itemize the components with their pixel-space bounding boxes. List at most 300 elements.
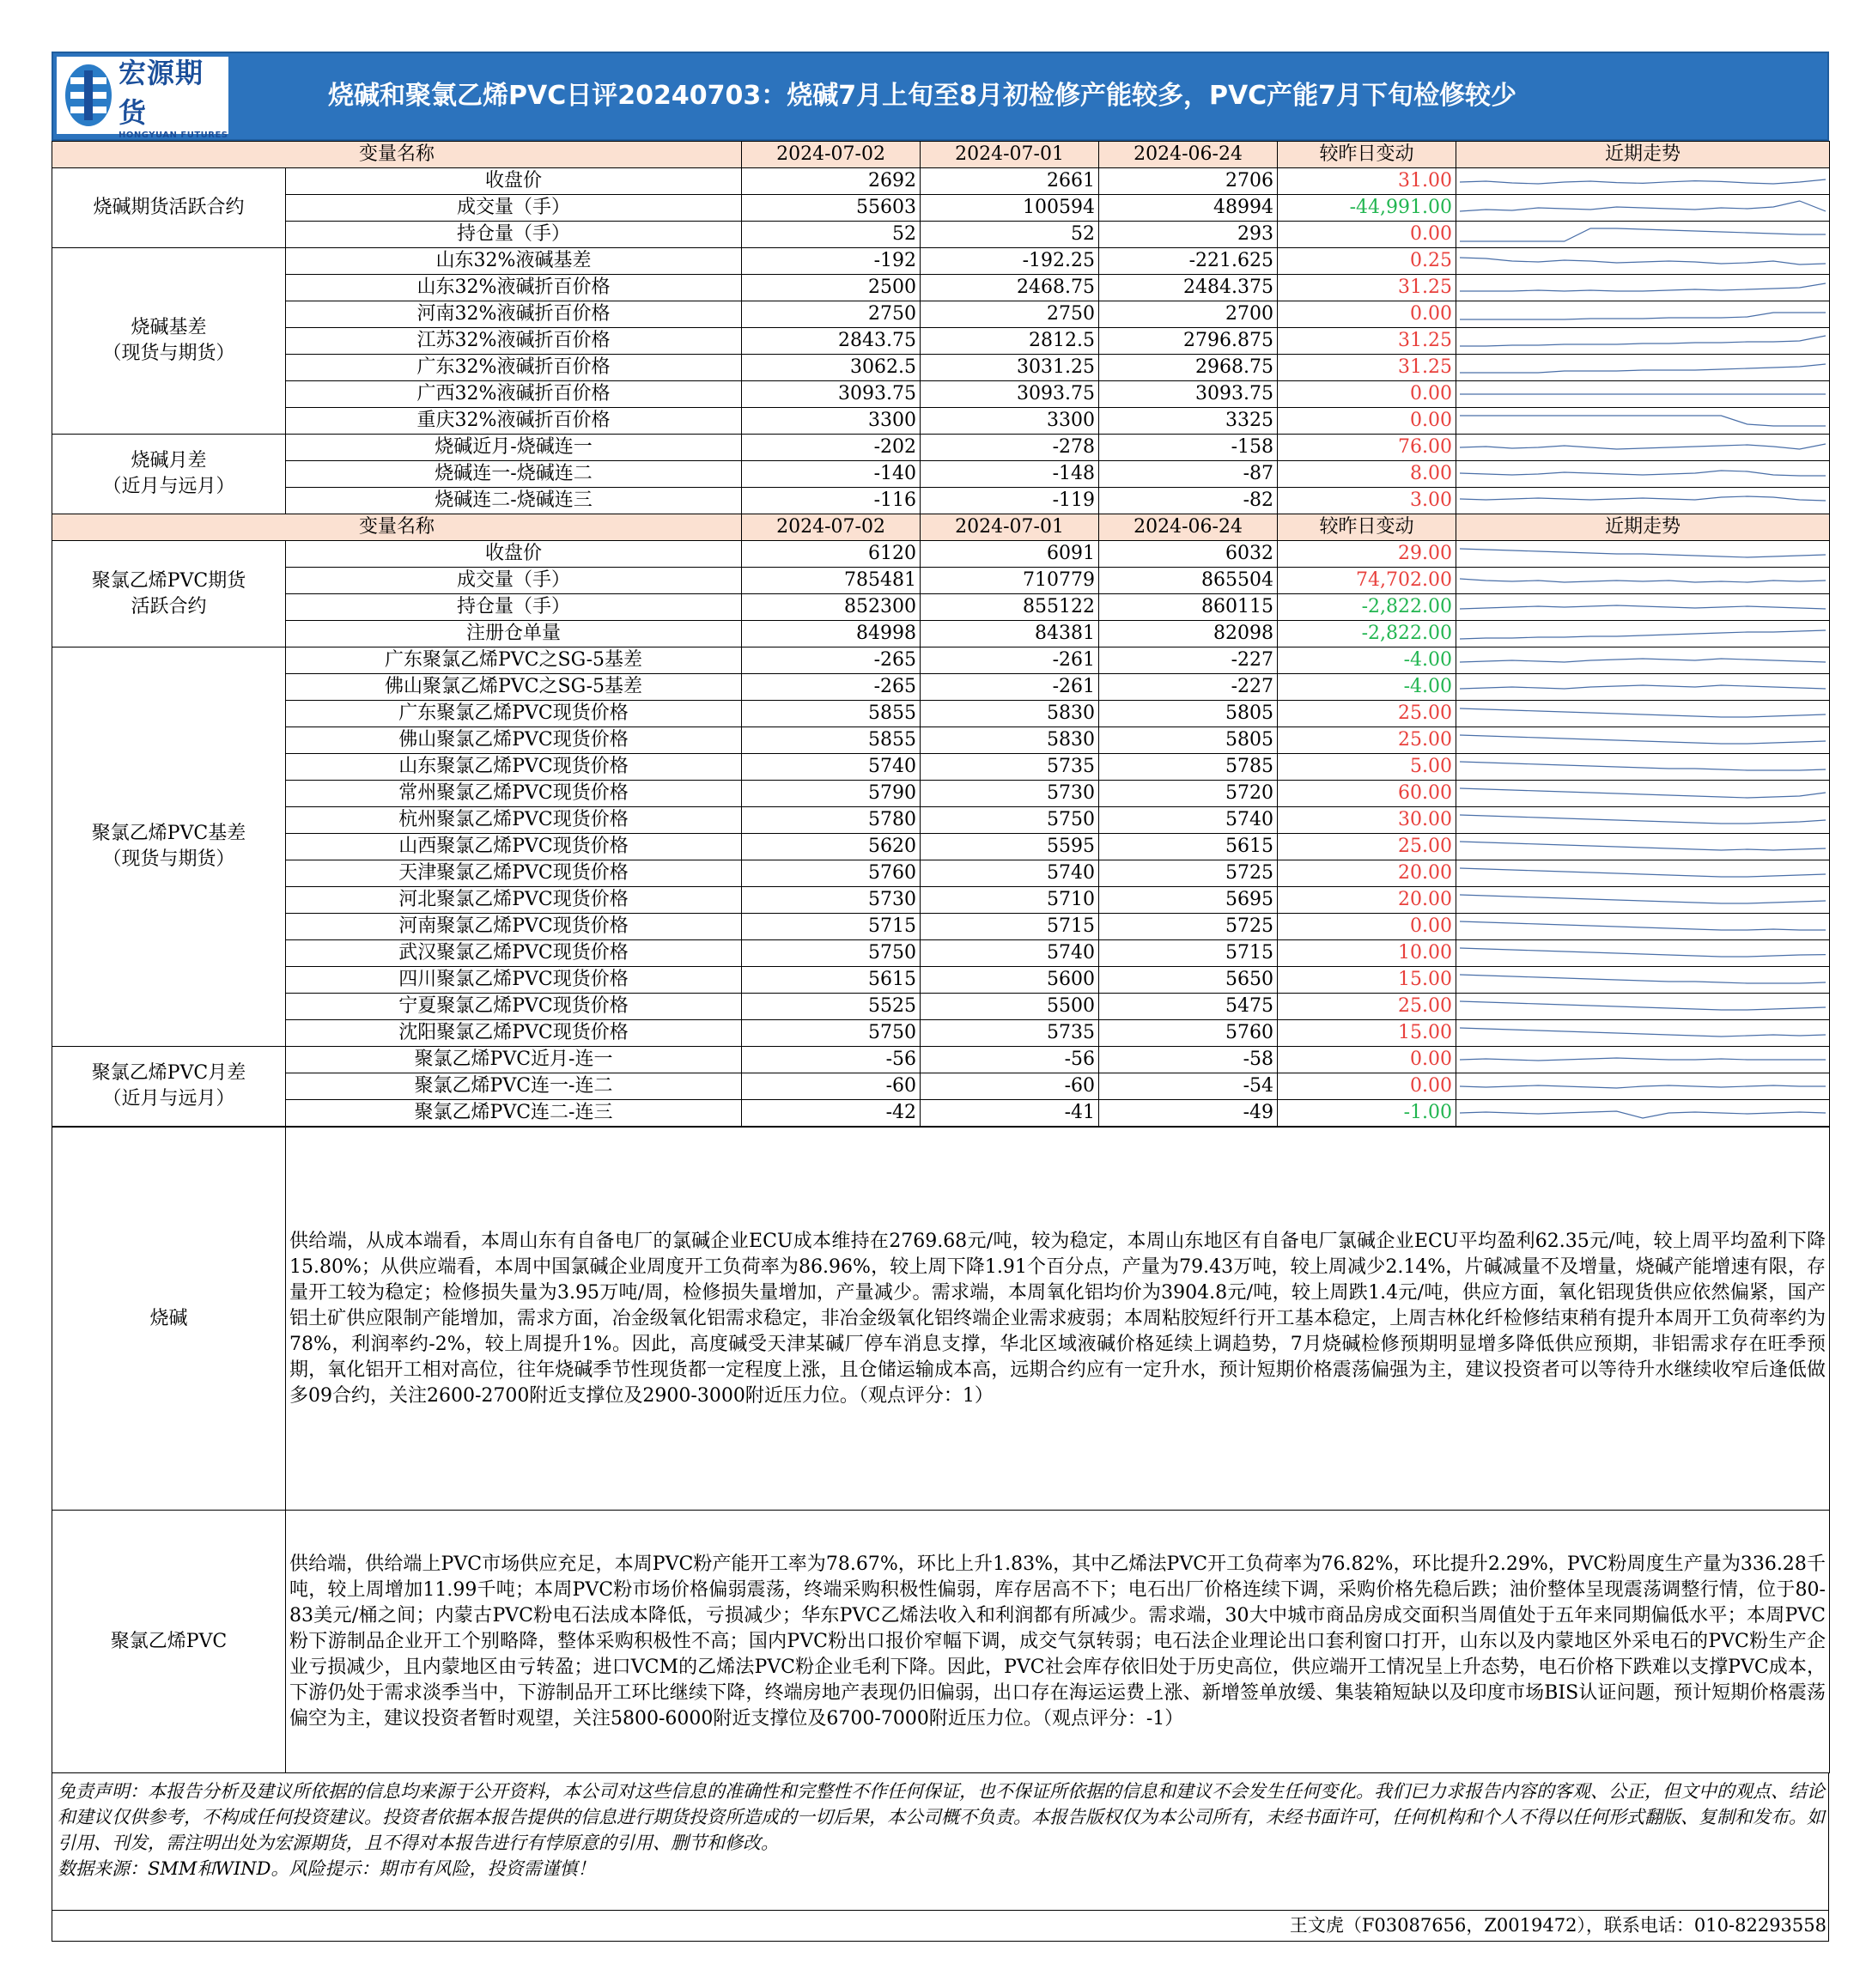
value-date-2: -278: [921, 435, 1099, 461]
value-date-3: 5805: [1099, 701, 1278, 727]
table-row: [52, 594, 1830, 621]
value-date-1: 55603: [742, 195, 921, 222]
table-row: [52, 328, 1830, 355]
header-date-3: 2024-06-24: [1099, 514, 1278, 541]
trend-line: [1460, 685, 1826, 689]
table-row: [52, 1047, 1830, 1073]
report-sheet: [52, 52, 1829, 1942]
daily-change: 0.00: [1278, 301, 1456, 328]
daily-change: 15.00: [1278, 967, 1456, 994]
group-label: [52, 1047, 286, 1127]
group-label-line: （现货与期货）: [102, 343, 235, 364]
value-date-1: 3062.5: [742, 355, 921, 381]
commentary-row-pvc: [52, 1511, 1830, 1773]
header-var-name: 变量名称: [52, 514, 742, 541]
variable-name: 江苏32%液碱折百价格: [286, 328, 742, 355]
table-row: [52, 381, 1830, 408]
variable-name: 注册仓单量: [286, 621, 742, 647]
trend-line: [1460, 364, 1826, 373]
trend-cell: [1456, 168, 1830, 195]
value-date-1: 5750: [742, 940, 921, 967]
trend-line: [1460, 868, 1826, 877]
value-date-1: 2750: [742, 301, 921, 328]
value-date-1: -116: [742, 488, 921, 514]
commentary-row-caustic-soda: [52, 1128, 1830, 1511]
daily-change: 25.00: [1278, 727, 1456, 754]
trend-sparkline: [1460, 970, 1826, 990]
value-date-3: 5725: [1099, 914, 1278, 940]
value-date-3: 5650: [1099, 967, 1278, 994]
header-date-1: 2024-07-02: [742, 514, 921, 541]
variable-name: 聚氯乙烯PVC近月-连一: [286, 1047, 742, 1073]
variable-name: 聚氯乙烯PVC连二-连三: [286, 1100, 742, 1127]
value-date-2: 5715: [921, 914, 1099, 940]
value-date-3: 3093.75: [1099, 381, 1278, 408]
trend-sparkline: [1460, 331, 1826, 351]
value-date-3: 5740: [1099, 807, 1278, 834]
value-date-2: 5710: [921, 887, 1099, 914]
variable-name: 武汉聚氯乙烯PVC现货价格: [286, 940, 742, 967]
value-date-3: 2700: [1099, 301, 1278, 328]
trend-cell: [1456, 1047, 1830, 1073]
analyst-contact: 王文虎（F03087656，Z0019472），联系电话：010-82293558: [52, 1911, 1829, 1942]
trend-cell: [1456, 621, 1830, 647]
table-row: [52, 940, 1830, 967]
value-date-3: -54: [1099, 1073, 1278, 1100]
trend-cell: [1456, 781, 1830, 807]
daily-change: 76.00: [1278, 435, 1456, 461]
trend-sparkline: [1460, 224, 1826, 245]
daily-change: 0.25: [1278, 248, 1456, 275]
value-date-1: 785481: [742, 568, 921, 594]
value-date-1: -265: [742, 647, 921, 674]
value-date-3: 2484.375: [1099, 275, 1278, 301]
trend-cell: [1456, 1073, 1830, 1100]
header-var-name: 变量名称: [52, 142, 742, 168]
trend-cell: [1456, 860, 1830, 887]
trend-line: [1460, 762, 1826, 770]
company-logo: [57, 56, 228, 140]
value-date-2: 5595: [921, 834, 1099, 860]
variable-name: 收盘价: [286, 541, 742, 568]
value-date-3: -227: [1099, 647, 1278, 674]
value-date-3: -221.625: [1099, 248, 1278, 275]
value-date-2: 5500: [921, 994, 1099, 1020]
value-date-3: -58: [1099, 1047, 1278, 1073]
table-row: [52, 301, 1830, 328]
trend-line: [1460, 336, 1826, 346]
trend-line: [1460, 1058, 1826, 1061]
trend-sparkline: [1460, 916, 1826, 937]
daily-change: -2,822.00: [1278, 594, 1456, 621]
table-row: [52, 355, 1830, 381]
daily-change: 29.00: [1278, 541, 1456, 568]
column-header-row: [52, 142, 1830, 168]
title-banner: [52, 52, 1829, 141]
variable-name: 沈阳聚氯乙烯PVC现货价格: [286, 1020, 742, 1047]
table-row: [52, 1100, 1830, 1127]
trend-cell: [1456, 674, 1830, 701]
trend-sparkline: [1460, 1103, 1826, 1123]
table-row: [52, 488, 1830, 514]
value-date-2: -261: [921, 674, 1099, 701]
group-label-line: 活跃合约: [131, 595, 207, 617]
value-date-2: 710779: [921, 568, 1099, 594]
trend-line: [1460, 895, 1826, 903]
daily-change: 74,702.00: [1278, 568, 1456, 594]
variable-name: 持仓量（手）: [286, 594, 742, 621]
trend-cell: [1456, 461, 1830, 488]
trend-cell: [1456, 328, 1830, 355]
value-date-1: 5780: [742, 807, 921, 834]
trend-sparkline: [1460, 783, 1826, 804]
trend-cell: [1456, 435, 1830, 461]
group-label-line: （近月与远月）: [102, 476, 235, 497]
group-label: [52, 435, 286, 514]
value-date-3: -87: [1099, 461, 1278, 488]
value-date-3: 5785: [1099, 754, 1278, 781]
daily-change: 20.00: [1278, 860, 1456, 887]
commentary-table: [52, 1127, 1830, 1773]
trend-cell: [1456, 1020, 1830, 1047]
value-date-3: 5715: [1099, 940, 1278, 967]
trend-sparkline: [1460, 836, 1826, 857]
data-table: [52, 141, 1830, 1127]
value-date-2: 6091: [921, 541, 1099, 568]
table-row: [52, 807, 1830, 834]
value-date-1: -42: [742, 1100, 921, 1127]
value-date-2: 5600: [921, 967, 1099, 994]
value-date-2: 5750: [921, 807, 1099, 834]
value-date-1: 5525: [742, 994, 921, 1020]
value-date-1: 84998: [742, 621, 921, 647]
variable-name: 常州聚氯乙烯PVC现货价格: [286, 781, 742, 807]
value-date-2: -56: [921, 1047, 1099, 1073]
table-row: [52, 222, 1830, 248]
daily-change: 0.00: [1278, 381, 1456, 408]
value-date-2: 100594: [921, 195, 1099, 222]
value-date-1: 852300: [742, 594, 921, 621]
trend-sparkline: [1460, 357, 1826, 378]
value-date-2: -60: [921, 1073, 1099, 1100]
value-date-3: 6032: [1099, 541, 1278, 568]
value-date-1: 5730: [742, 887, 921, 914]
header-change: 较昨日变动: [1278, 514, 1456, 541]
trend-line: [1460, 549, 1826, 557]
trend-sparkline: [1460, 570, 1826, 591]
trend-line: [1460, 496, 1826, 501]
value-date-1: -60: [742, 1073, 921, 1100]
value-date-1: 5750: [742, 1020, 921, 1047]
trend-line: [1460, 313, 1826, 319]
trend-cell: [1456, 195, 1830, 222]
variable-name: 成交量（手）: [286, 568, 742, 594]
trend-cell: [1456, 647, 1830, 674]
table-row: [52, 701, 1830, 727]
value-date-3: 3325: [1099, 408, 1278, 435]
value-date-2: -119: [921, 488, 1099, 514]
trend-cell: [1456, 940, 1830, 967]
value-date-1: 6120: [742, 541, 921, 568]
column-header-row: [52, 514, 1830, 541]
trend-cell: [1456, 967, 1830, 994]
daily-change: 8.00: [1278, 461, 1456, 488]
value-date-3: 5720: [1099, 781, 1278, 807]
daily-change: 0.00: [1278, 1073, 1456, 1100]
value-date-2: 3300: [921, 408, 1099, 435]
daily-change: 5.00: [1278, 754, 1456, 781]
trend-cell: [1456, 807, 1830, 834]
daily-change: 0.00: [1278, 408, 1456, 435]
trend-sparkline: [1460, 1049, 1826, 1070]
table-row: [52, 1073, 1830, 1100]
value-date-3: 5725: [1099, 860, 1278, 887]
table-row: [52, 541, 1830, 568]
value-date-3: -49: [1099, 1100, 1278, 1127]
value-date-2: -41: [921, 1100, 1099, 1127]
value-date-1: 5620: [742, 834, 921, 860]
daily-change: 25.00: [1278, 701, 1456, 727]
trend-sparkline: [1460, 943, 1826, 964]
trend-sparkline: [1460, 810, 1826, 830]
commentary-label: 烧碱: [52, 1128, 286, 1511]
variable-name: 河南32%液碱折百价格: [286, 301, 742, 328]
value-date-3: 5805: [1099, 727, 1278, 754]
value-date-2: 3031.25: [921, 355, 1099, 381]
value-date-3: 2968.75: [1099, 355, 1278, 381]
variable-name: 佛山聚氯乙烯PVC之SG-5基差: [286, 674, 742, 701]
commentary-text: 供给端，供给端上PVC市场供应充足，本周PVC粉产能开工率为78.67%，环比上升1.83%，其中乙烯法PVC开工负荷率为76.82%，环比提升2.29%，PVC粉周度生产量为336.28千吨，较上周增加11.99千吨；本周PVC粉市场价格偏弱震荡，终端采购积极性偏弱，库存居高不下；电石出厂价格连续下调，采购价格先稳后跌；油价整体呈现震荡调整行情，位于80-83美元/桶之间；内蒙古PVC粉电石法成本降低，亏损减少；华东PVC乙烯法收入和利润都有所减少。需求端，30大中城市商品房成交面积当周值处于五年来同期偏低水平；本周PVC粉下游制品企业开工个别略降，整体采购积极性不高；国内PVC粉出口报价窄幅下调，成交气氛转弱；电石法企业理论出口套利窗口打开，山东以及内蒙地区外采电石的PVC粉生产企业亏损减少，且内蒙地区由亏转盈；进口VCM的乙烯法PVC粉企业毛利下降。因此，PVC社会库存依旧处于历史高位，供应端开工情况呈上升态势，电石价格下跌难以支撑PVC成本，下游仍处于需求淡季当中，下游制品开工环比继续下降，终端房地产表现仍旧偏弱，出口存在海运运费上涨、新增签单放缓、集装箱短缺以及印度市场BIS认证问题，预计短期价格震荡偏空为主，建议投资者暂时观望，关注5800-6000附近支撑位及6700-7000附近压力位。（观点评分：-1）: [286, 1511, 1830, 1773]
value-date-2: 5735: [921, 1020, 1099, 1047]
group-label-line: 聚氯乙烯PVC期货: [91, 569, 246, 592]
value-date-2: 2812.5: [921, 328, 1099, 355]
value-date-3: 865504: [1099, 568, 1278, 594]
daily-change: 0.00: [1278, 1047, 1456, 1073]
trend-line: [1460, 975, 1826, 983]
daily-change: 31.25: [1278, 275, 1456, 301]
value-date-3: 5475: [1099, 994, 1278, 1020]
trend-line: [1460, 179, 1826, 184]
trend-sparkline: [1460, 650, 1826, 671]
value-date-2: 5735: [921, 754, 1099, 781]
trend-sparkline: [1460, 597, 1826, 617]
value-date-1: 5715: [742, 914, 921, 940]
trend-cell: [1456, 275, 1830, 301]
value-date-3: 860115: [1099, 594, 1278, 621]
group-label-line: 聚氯乙烯PVC月差: [91, 1062, 246, 1084]
logo-english-name: HONGYUAN FUTURES: [119, 130, 228, 140]
trend-line: [1460, 1028, 1826, 1037]
table-row: [52, 834, 1830, 860]
value-date-1: 5855: [742, 727, 921, 754]
daily-change: -44,991.00: [1278, 195, 1456, 222]
value-date-2: 5740: [921, 860, 1099, 887]
trend-sparkline: [1460, 277, 1826, 298]
daily-change: 0.00: [1278, 914, 1456, 940]
variable-name: 持仓量（手）: [286, 222, 742, 248]
group-label-line: （近月与远月）: [102, 1088, 235, 1110]
variable-name: 四川聚氯乙烯PVC现货价格: [286, 967, 742, 994]
value-date-2: 2661: [921, 168, 1099, 195]
variable-name: 山西聚氯乙烯PVC现货价格: [286, 834, 742, 860]
daily-change: -2,822.00: [1278, 621, 1456, 647]
group-label: [52, 541, 286, 647]
value-date-1: 2843.75: [742, 328, 921, 355]
disclaimer-block: [52, 1773, 1829, 1911]
value-date-3: 5695: [1099, 887, 1278, 914]
disclaimer-text: 免责声明：本报告分析及建议所依据的信息均来源于公开资料，本公司对这些信息的准确性和完整性不作任何保证，也不保证所依据的信息和建议不会发生任何变化。我们已力求报告内容的客观、公正，但文中的观点、结论和建议仅供参考，不构成任何投资建议。投资者依据本报告提供的信息进行期货投资所造成的一切后果，本公司概不负责。本报告版权仅为本公司所有，未经书面许可，任何机构和个人不得以任何形式翻版、复制和发布。如引用、刊发，需注明出处为宏源期货，且不得对本报告进行有悖原意的引用、删节和修改。: [58, 1781, 1825, 1853]
group-label-line: 聚氯乙烯PVC基差: [91, 823, 246, 844]
trend-cell: [1456, 355, 1830, 381]
trend-sparkline: [1460, 996, 1826, 1017]
table-row: [52, 647, 1830, 674]
value-date-3: -82: [1099, 488, 1278, 514]
trend-cell: [1456, 754, 1830, 781]
variable-name: 杭州聚氯乙烯PVC现货价格: [286, 807, 742, 834]
trend-line: [1460, 842, 1826, 850]
value-date-2: -192.25: [921, 248, 1099, 275]
group-label-line: 烧碱基差: [131, 317, 207, 338]
trend-sparkline: [1460, 171, 1826, 192]
trend-line: [1460, 416, 1826, 426]
value-date-1: 5855: [742, 701, 921, 727]
commentary-text: 供给端，从成本端看，本周山东有自备电厂的氯碱企业ECU成本维持在2769.68元/吨，较为稳定，本周山东地区有自备电厂氯碱企业ECU平均盈利62.35元/吨，较上周平均盈利下降15.80%；从供应端看，本周中国氯碱企业周度开工负荷率为86.96%，较上周下降1.91个百分点，产量为79.43万吨，较上周减少2.14%，片碱减量不及增量，烧碱产能增速有限，存量开工较为稳定；检修损失量为3.95万吨/周，检修损失量增加，产量减少。需求端，本周氧化铝均价为3904.8元/吨，较上周跌1.4元/吨，供应方面，氧化铝现货供应依然偏紧，国产铝土矿供应限制产能增加，需求方面，冶金级氧化铝需求稳定，非冶金级氧化铝终端企业需求疲弱；本周粘胶短纤行开工基本稳定，上周吉林化纤检修结束稍有提升本周开工负荷率约为78%，利润率约-2%，较上周提升1%。因此，高度碱受天津某碱厂停车消息支撑，华北区域液碱价格延续上调趋势，7月烧碱检修预期明显增多降低供应预期，非铝需求存在旺季预期，氧化铝开工相对高位，往年烧碱季节性现货都一定程度上涨，且仓储运输成本高，远期合约应有一定升水，预计短期价格震荡偏强为主，建议投资者可以等待升水继续收窄后逢低做多09合约，关注2600-2700附近支撑位及2900-3000附近压力位。（观点评分：1）: [286, 1128, 1830, 1511]
variable-name: 烧碱近月-烧碱连一: [286, 435, 742, 461]
group-label: [52, 168, 286, 248]
variable-name: 天津聚氯乙烯PVC现货价格: [286, 860, 742, 887]
value-date-1: -56: [742, 1047, 921, 1073]
trend-line: [1460, 921, 1826, 930]
variable-name: 佛山聚氯乙烯PVC现货价格: [286, 727, 742, 754]
trend-sparkline: [1460, 730, 1826, 751]
variable-name: 聚氯乙烯PVC连一-连二: [286, 1073, 742, 1100]
trend-line: [1460, 708, 1826, 717]
trend-sparkline: [1460, 1023, 1826, 1043]
trend-cell: [1456, 887, 1830, 914]
header-date-1: 2024-07-02: [742, 142, 921, 168]
daily-change: 25.00: [1278, 994, 1456, 1020]
daily-change: 31.00: [1278, 168, 1456, 195]
table-row: [52, 461, 1830, 488]
value-date-1: 2692: [742, 168, 921, 195]
table-row: [52, 860, 1830, 887]
value-date-1: 5740: [742, 754, 921, 781]
group-label-line: 烧碱月差: [131, 450, 207, 471]
header-trend: 近期走势: [1456, 514, 1830, 541]
trend-line: [1460, 605, 1826, 609]
value-date-3: -158: [1099, 435, 1278, 461]
trend-line: [1460, 258, 1826, 264]
trend-line: [1460, 471, 1826, 476]
trend-cell: [1456, 1100, 1830, 1127]
trend-sparkline: [1460, 410, 1826, 431]
variable-name: 重庆32%液碱折百价格: [286, 408, 742, 435]
trend-line: [1460, 201, 1826, 211]
value-date-2: 3093.75: [921, 381, 1099, 408]
value-date-1: 52: [742, 222, 921, 248]
header-change: 较昨日变动: [1278, 142, 1456, 168]
logo-chinese-name: 宏源期货: [119, 56, 204, 129]
trend-sparkline: [1460, 464, 1826, 484]
table-row: [52, 914, 1830, 940]
daily-change: -1.00: [1278, 1100, 1456, 1127]
value-date-2: 2468.75: [921, 275, 1099, 301]
value-date-2: -261: [921, 647, 1099, 674]
trend-cell: [1456, 301, 1830, 328]
table-row: [52, 195, 1830, 222]
trend-sparkline: [1460, 490, 1826, 511]
daily-change: 3.00: [1278, 488, 1456, 514]
variable-name: 成交量（手）: [286, 195, 742, 222]
table-row: [52, 568, 1830, 594]
trend-line: [1460, 735, 1826, 744]
daily-change: 25.00: [1278, 834, 1456, 860]
table-row: [52, 994, 1830, 1020]
daily-change: 20.00: [1278, 887, 1456, 914]
value-date-2: 5740: [921, 940, 1099, 967]
trend-cell: [1456, 701, 1830, 727]
daily-change: -4.00: [1278, 647, 1456, 674]
trend-sparkline: [1460, 544, 1826, 564]
value-date-3: 82098: [1099, 621, 1278, 647]
value-date-3: 2706: [1099, 168, 1278, 195]
trend-line: [1460, 630, 1826, 639]
daily-change: 0.00: [1278, 222, 1456, 248]
table-row: [52, 967, 1830, 994]
trend-sparkline: [1460, 703, 1826, 724]
value-date-1: 5760: [742, 860, 921, 887]
table-row: [52, 168, 1830, 195]
group-label: [52, 647, 286, 1047]
value-date-1: 3093.75: [742, 381, 921, 408]
variable-name: 广西32%液碱折百价格: [286, 381, 742, 408]
value-date-1: -202: [742, 435, 921, 461]
daily-change: 10.00: [1278, 940, 1456, 967]
value-date-1: -192: [742, 248, 921, 275]
table-row: [52, 1020, 1830, 1047]
group-label-line: 烧碱期货活跃合约: [93, 197, 245, 218]
trend-cell: [1456, 248, 1830, 275]
value-date-3: 293: [1099, 222, 1278, 248]
table-row: [52, 754, 1830, 781]
table-row: [52, 674, 1830, 701]
trend-cell: [1456, 727, 1830, 754]
variable-name: 广东32%液碱折百价格: [286, 355, 742, 381]
header-date-2: 2024-07-01: [921, 514, 1099, 541]
trend-cell: [1456, 914, 1830, 940]
trend-sparkline: [1460, 677, 1826, 697]
table-row: [52, 248, 1830, 275]
table-row: [52, 621, 1830, 647]
value-date-2: 5830: [921, 701, 1099, 727]
value-date-1: 3300: [742, 408, 921, 435]
value-date-2: 5730: [921, 781, 1099, 807]
value-date-2: 84381: [921, 621, 1099, 647]
trend-sparkline: [1460, 251, 1826, 271]
header-date-2: 2024-07-01: [921, 142, 1099, 168]
variable-name: 山东32%液碱基差: [286, 248, 742, 275]
trend-cell: [1456, 381, 1830, 408]
trend-cell: [1456, 222, 1830, 248]
table-row: [52, 275, 1830, 301]
trend-line: [1460, 1001, 1826, 1010]
value-date-3: -227: [1099, 674, 1278, 701]
value-date-3: 48994: [1099, 195, 1278, 222]
trend-sparkline: [1460, 1076, 1826, 1097]
commentary-label: 聚氯乙烯PVC: [52, 1511, 286, 1773]
trend-line: [1460, 815, 1826, 824]
trend-line: [1460, 1085, 1826, 1088]
